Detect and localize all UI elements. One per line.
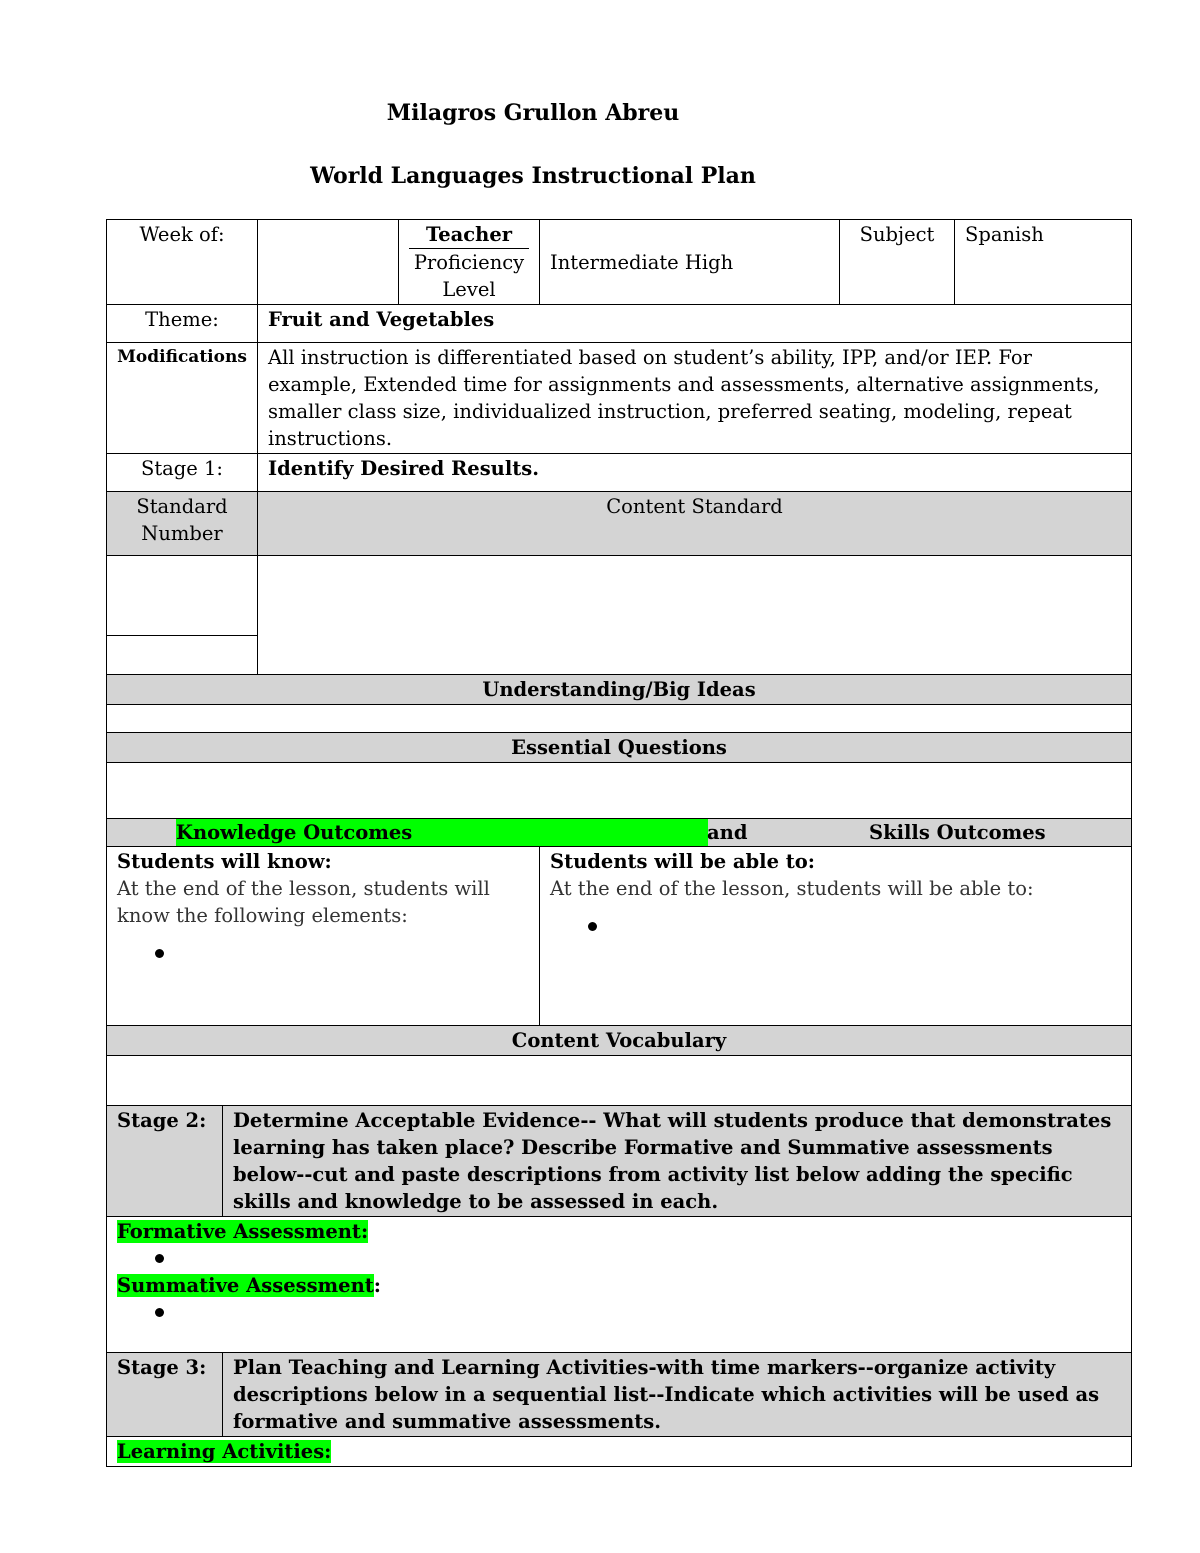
vocabulary-header: Content Vocabulary	[107, 1026, 1132, 1056]
summative-bullet	[117, 1299, 1121, 1326]
theme-value: Fruit and Vegetables	[258, 305, 1132, 343]
standard-number-cell-2	[107, 636, 258, 675]
outcomes-and-label: and	[707, 821, 748, 844]
essential-questions-content	[107, 763, 1132, 819]
content-standard-header: Content Standard	[258, 492, 1132, 556]
proficiency-value: Intermediate High	[540, 220, 840, 305]
content-standard-cell	[258, 556, 1132, 675]
know-heading: Students will know:	[117, 850, 332, 873]
info-row	[107, 220, 1132, 305]
stage1-text: Identify Desired Results.	[258, 454, 1132, 492]
know-bullet	[117, 939, 529, 969]
essential-questions-header: Essential Questions	[107, 733, 1132, 763]
modifications-text: All instruction is differentiated based on student’s ability, IPP, and/or IEP. For example, Extended time for assignments and assessments, alternative assignments, smaller class size, individualized instruction, preferred seating, modeling, repeat instructions.	[258, 343, 1132, 454]
understanding-header: Understanding/Big Ideas	[107, 675, 1132, 705]
outcomes-header	[107, 819, 1132, 847]
subject-value: Spanish	[955, 220, 1132, 305]
learning-activities-cell	[107, 1437, 1132, 1467]
formative-bullet	[117, 1245, 1121, 1272]
formative-assessment-label: Formative Assessment:	[117, 1220, 369, 1243]
assessments-cell	[107, 1217, 1132, 1353]
week-value	[258, 220, 399, 305]
stage3-label: Stage 3:	[107, 1353, 223, 1437]
stage2-label: Stage 2:	[107, 1106, 223, 1217]
theme-label: Theme:	[107, 305, 258, 343]
knowledge-outcomes-label: Knowledge Outcomes	[176, 819, 708, 846]
subject-label: Subject	[840, 220, 955, 305]
skills-outcomes-label: Skills Outcomes	[869, 821, 1046, 844]
teacher-proficiency-cell	[399, 220, 540, 305]
know-text: At the end of the lesson, students will know the following elements:	[117, 877, 490, 927]
summative-colon: :	[373, 1274, 381, 1297]
students-will-know-cell	[107, 847, 540, 1026]
able-text: At the end of the lesson, students will be able to:	[550, 877, 1034, 900]
able-bullet	[550, 912, 1121, 942]
standard-number-cell-1	[107, 556, 258, 636]
stage2-text: Determine Acceptable Evidence-- What will students produce that demonstrates learning has taken place? Describe Formative and Summative assessments below--cut and paste descriptions from activity list below adding the specific skills and knowledge to be assessed in each.	[223, 1106, 1132, 1217]
proficiency-level-label: Proficiency Level	[413, 251, 525, 301]
students-will-be-able-cell	[540, 847, 1132, 1026]
able-heading: Students will be able to:	[550, 850, 815, 873]
author-name: Milagros Grullon Abreu	[386, 100, 680, 126]
vocabulary-content	[107, 1056, 1132, 1106]
stage1-label: Stage 1:	[107, 454, 258, 492]
stage3-text: Plan Teaching and Learning Activities-with time markers--organize activity descriptions below in a sequential list--Indicate which activities will be used as formative and summative assessments.	[223, 1353, 1132, 1437]
document-title: World Languages Instructional Plan	[310, 163, 756, 189]
standard-number-header: Standard Number	[107, 492, 258, 556]
teacher-label: Teacher	[409, 221, 529, 249]
modifications-label: Modifications	[107, 343, 258, 454]
summative-assessment-label: Summative Assessment	[117, 1274, 374, 1297]
instructional-plan-table	[106, 219, 1132, 1467]
understanding-content	[107, 705, 1132, 733]
learning-activities-label: Learning Activities:	[117, 1440, 332, 1463]
week-label: Week of:	[107, 220, 258, 305]
